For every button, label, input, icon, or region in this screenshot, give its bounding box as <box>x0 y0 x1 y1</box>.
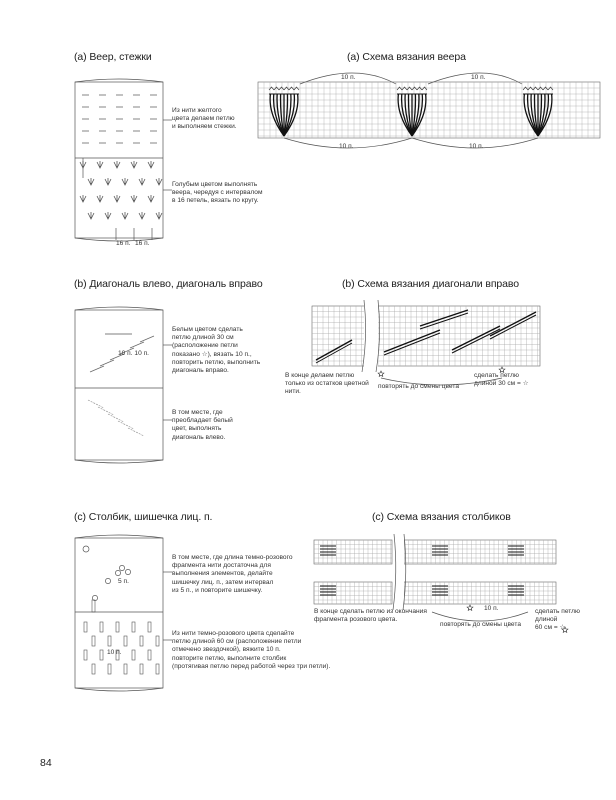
chart-a-top-label-1: 10 п. <box>341 74 356 81</box>
column-mark-icon <box>92 636 95 646</box>
diag-left-mark <box>118 421 134 429</box>
fan-mark-icon <box>97 195 103 202</box>
fan-mark-icon <box>148 161 154 168</box>
column-mark-icon <box>156 664 159 674</box>
fan-mark-icon <box>122 178 128 185</box>
bobble-icon <box>119 565 124 570</box>
section-c-note-bottom: Из нити темно-розового цвета сделайте петлю длиной 60 см (расположение петли отмечено звездочкой), вяжите 10 п. повторите петлю, выполните столбик (протягивая петлю перед работой через три петли). <box>172 630 331 670</box>
chart-c-grid-3-frame <box>314 582 392 604</box>
column-mark-icon <box>124 664 127 674</box>
chart-c-repeat-bracket <box>432 612 528 621</box>
chart-b-repeat-label: повторять до смены цвета <box>378 383 459 390</box>
fan-mark-icon <box>80 195 86 202</box>
section-a-chart-title: (a) Схема вязания веера <box>347 51 466 63</box>
cylinder-c-bottom-curve <box>75 688 163 691</box>
chart-a-top-label-2: 10 п. <box>471 74 486 81</box>
page-number: 84 <box>40 757 52 769</box>
chart-a-bottom-label-2: 10 п. <box>469 143 484 150</box>
chart-b-note-right: сделать петлю длиной 30 см = ☆ <box>474 372 529 388</box>
bobble-icon <box>125 569 130 574</box>
chart-c-repeat-label: повторять до смены цвета <box>440 621 521 628</box>
diag-left-mark <box>98 407 114 415</box>
column-mark-icon <box>140 664 143 674</box>
section-a-note-top: Из нити желтого цвета делаем петлю и выполняем стежки. <box>172 107 237 131</box>
column-mark-icon <box>148 622 151 632</box>
fan-mark-icon <box>105 178 111 185</box>
fan-mark-icon <box>88 178 94 185</box>
column-mark-icon <box>108 664 111 674</box>
cylinder-c-body <box>75 538 163 688</box>
diag-right-mark <box>130 342 144 348</box>
section-b-title: (b) Диагональ влево, диагональ вправо <box>74 278 263 290</box>
section-b-chart-title: (b) Схема вязания диагонали вправо <box>342 278 520 290</box>
fan-mark-icon <box>139 178 145 185</box>
fan-mark-icon <box>97 161 103 168</box>
column-mark-icon <box>84 650 87 660</box>
fan-mark-icon <box>156 178 162 185</box>
column-mark-icon <box>92 600 95 612</box>
chart-c-10-label: 10 п. <box>484 605 499 612</box>
section-c-note-top: В том месте, где длина темно-розового фрагмента нити достаточна для выполнения элементов, делайте шишечку лиц. п., затем интервал из 5 п., и повторите шишечку. <box>172 554 293 594</box>
diag-right-mark <box>100 360 114 366</box>
cylinder-b-top-curve <box>75 307 163 310</box>
star-icon <box>378 371 384 376</box>
section-c-dim-5: 5 п. <box>118 578 129 585</box>
column-mark-icon <box>84 622 87 632</box>
chart-c-grid-2-frame <box>404 540 556 564</box>
section-a-dim-right: 16 п. <box>135 240 150 247</box>
fan-mark-icon <box>139 212 145 219</box>
fan-mark-icon <box>88 212 94 219</box>
cylinder-a-body <box>75 82 163 238</box>
diag-right-mark <box>140 336 154 342</box>
section-b-note-bottom: В том месте, где преобладает белый цвет, выполнять диагональ влево. <box>172 409 233 441</box>
diag-left-mark <box>108 414 124 422</box>
fan-mark-icon <box>122 212 128 219</box>
section-c-dim-10: 10 п. <box>107 649 122 656</box>
fan-mark-icon <box>148 195 154 202</box>
chart-b-break <box>364 300 378 372</box>
section-b-note-top: Белым цветом сделать петлю длиной 30 см (расположение петли показано ☆), вязать 10 п., повторить петлю, выполнить диагональ вправо. <box>172 326 261 375</box>
column-mark-icon <box>148 650 151 660</box>
chart-c-grid-4-frame <box>404 582 556 604</box>
column-mark-icon <box>132 622 135 632</box>
column-mark-icon <box>92 664 95 674</box>
star-icon <box>467 605 473 610</box>
bobble-icon <box>115 570 120 575</box>
column-mark-icon <box>132 650 135 660</box>
column-mark-icon <box>156 636 159 646</box>
diag-right-mark <box>90 366 104 372</box>
column-mark-icon <box>108 636 111 646</box>
chart-a-grid-frame <box>258 82 600 138</box>
bobble-icon <box>83 546 89 552</box>
column-mark-icon <box>100 622 103 632</box>
cylinder-c-top-curve <box>75 535 163 538</box>
section-a-dim-left: 16 п. <box>116 240 131 247</box>
fan-mark-icon <box>131 195 137 202</box>
section-c-chart-title: (c) Схема вязания столбиков <box>372 511 511 523</box>
chart-c-note-right: сделать петлю длиной 60 см = ☆ <box>535 608 580 632</box>
chart-b-note-left: В конце делаем петлю только из остатков цветной нити. <box>285 372 369 396</box>
chart-c-note-left: В конце сделать петлю из окончания фрагмента розового цвета. <box>314 608 427 624</box>
section-b-dim: 10 п. 10 п. <box>118 350 149 357</box>
fan-mark-icon <box>105 212 111 219</box>
cylinder-b-bottom-curve <box>75 460 163 463</box>
diag-left-mark <box>128 428 144 436</box>
column-mark-icon <box>100 650 103 660</box>
section-a-title: (a) Веер, стежки <box>74 51 152 63</box>
fan-mark-icon <box>114 195 120 202</box>
cylinder-b-body <box>75 310 163 460</box>
fan-mark-icon <box>131 161 137 168</box>
fan-mark-icon <box>156 212 162 219</box>
cylinder-a-top-curve <box>75 79 163 82</box>
section-c-title: (c) Столбик, шишечка лиц. п. <box>74 511 213 523</box>
diag-left-mark <box>88 400 104 408</box>
bobble-icon <box>105 578 110 583</box>
column-mark-icon <box>140 636 143 646</box>
column-mark-icon <box>124 636 127 646</box>
section-a-note-bottom: Голубым цветом выполнять веера, чередуя с интервалом в 16 петель, вязать по кругу. <box>172 181 263 205</box>
column-mark-icon <box>116 622 119 632</box>
fan-mark-icon <box>114 161 120 168</box>
chart-a-bottom-label-1: 10 п. <box>339 143 354 150</box>
